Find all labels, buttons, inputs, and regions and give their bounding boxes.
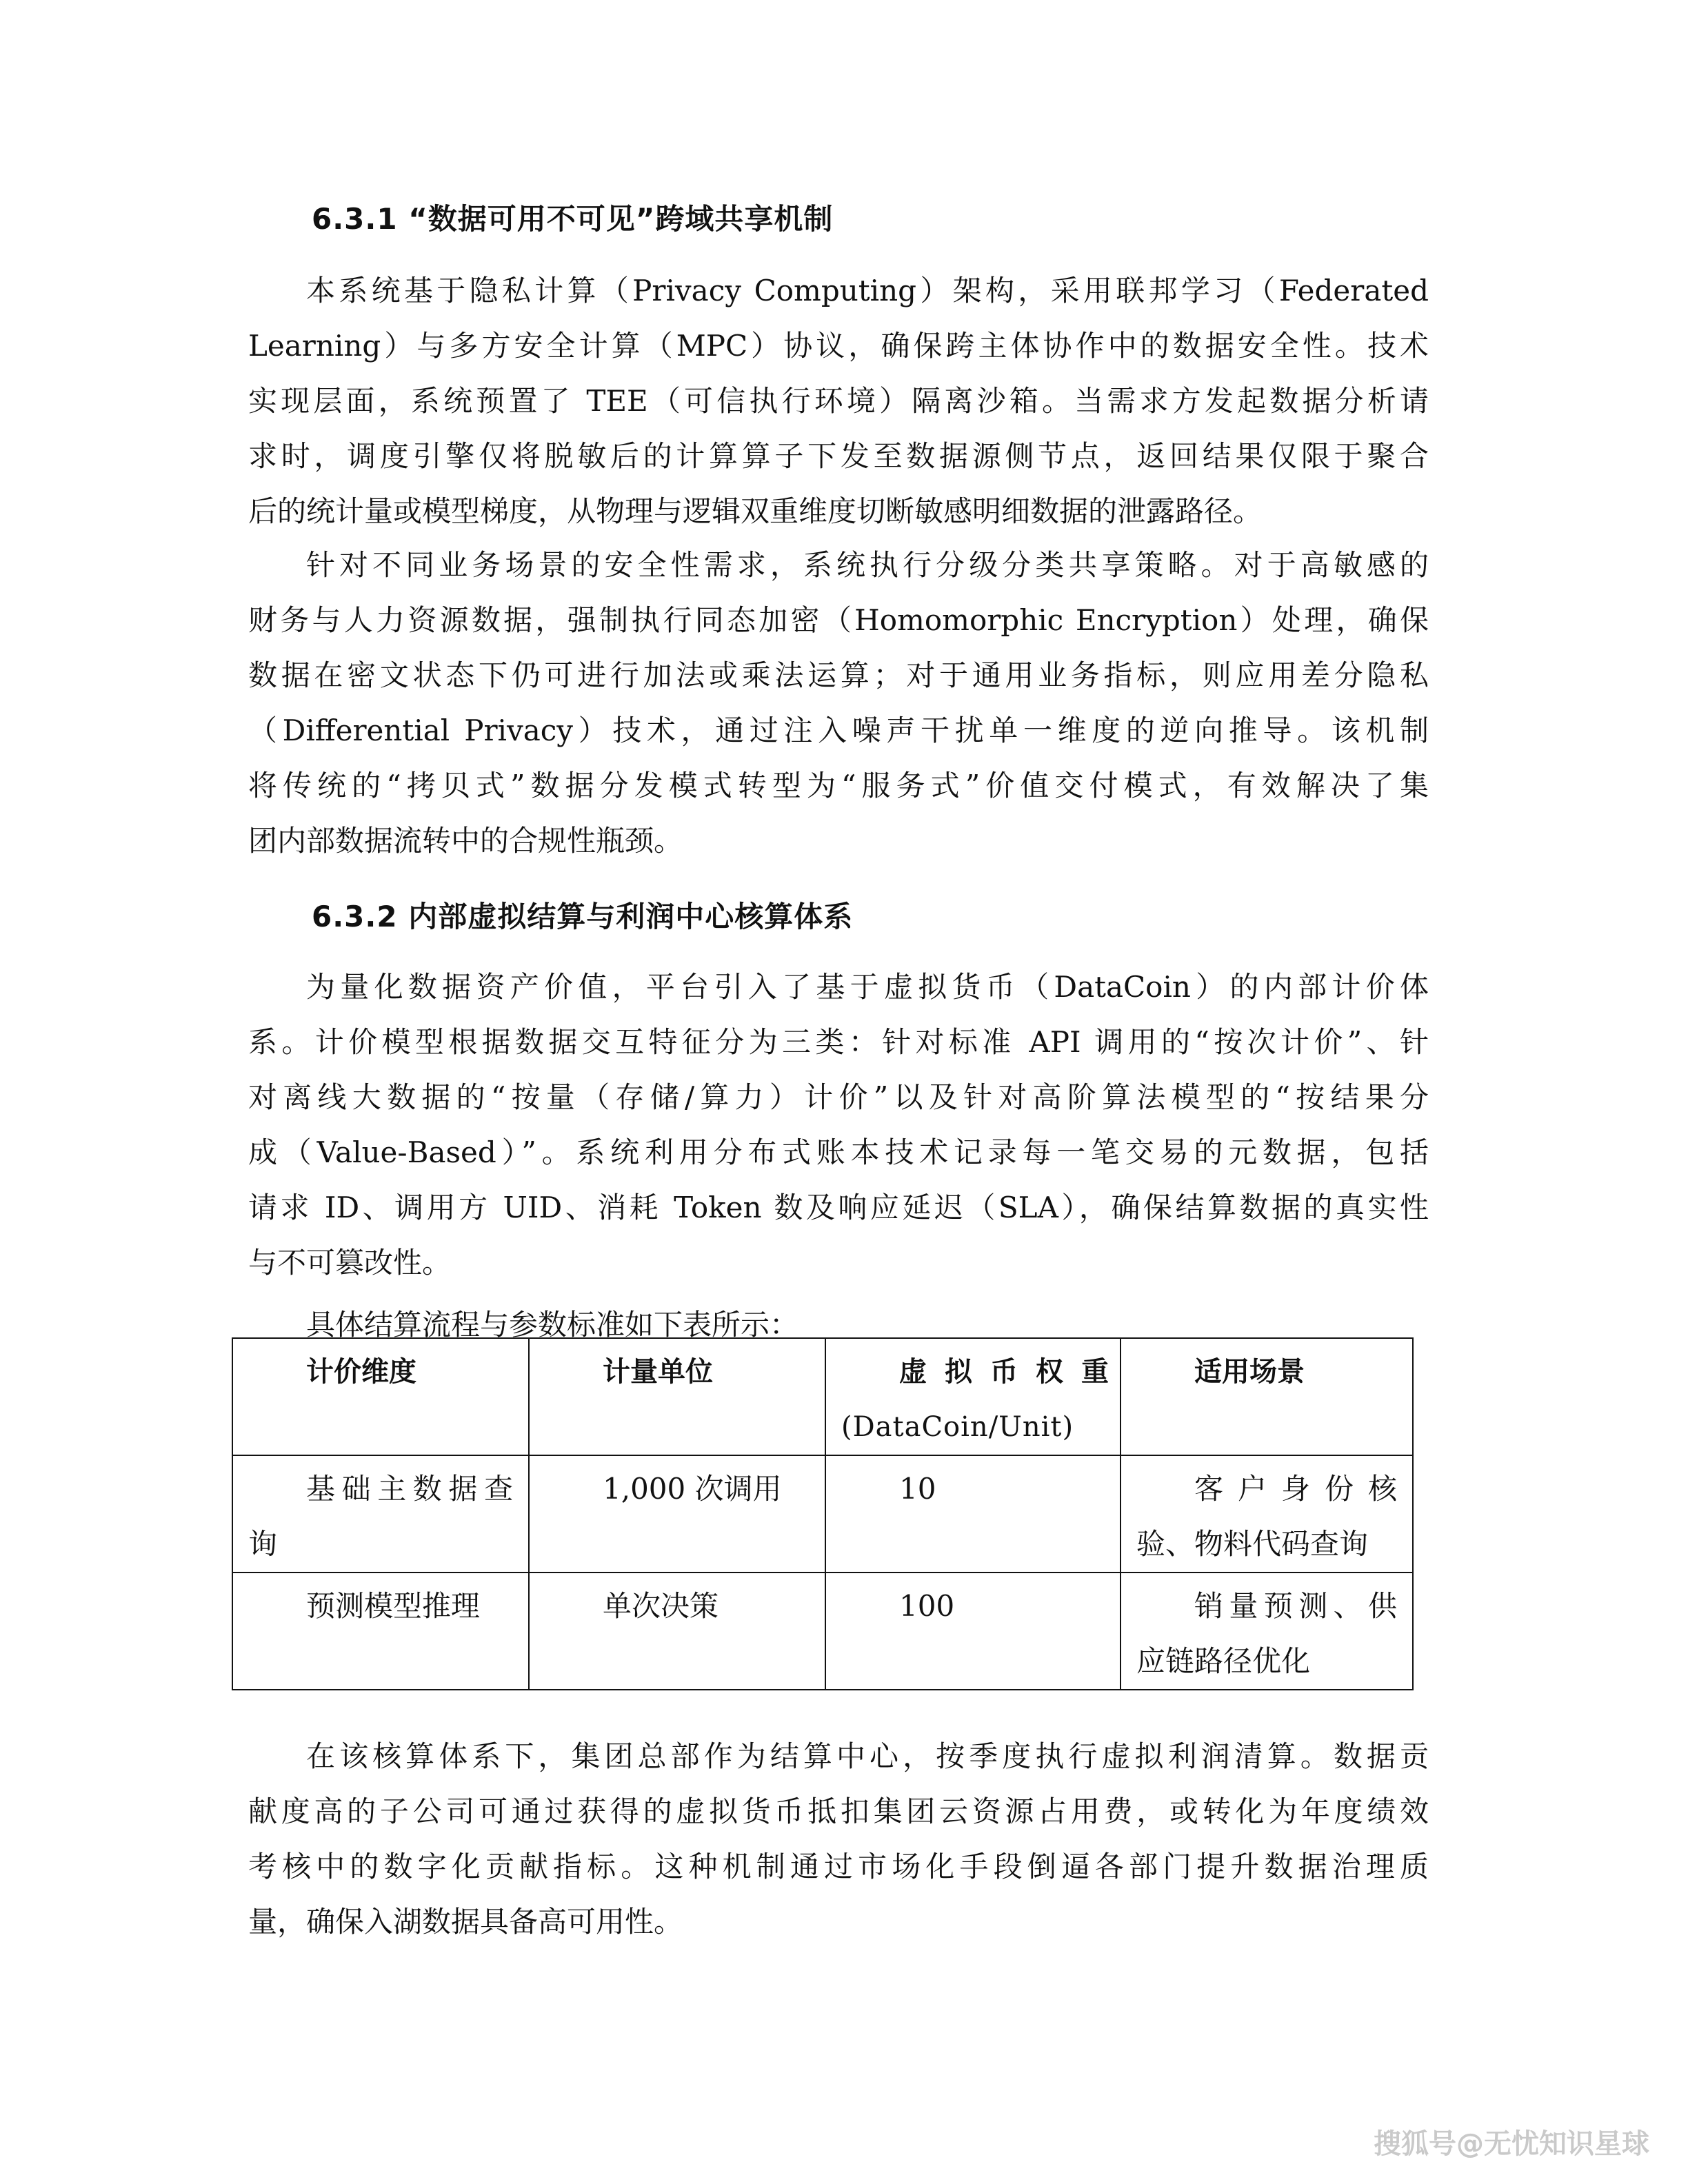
cell-unit: 1,000 次调用 (529, 1455, 825, 1573)
header-weight: 虚 拟 币 权 重 (DataCoin/Unit) (825, 1338, 1121, 1455)
cell-dimension: 基础主数据查 询 (232, 1455, 529, 1573)
text-line: 团内部数据流转中的合规性瓶颈。 (248, 824, 683, 858)
text-line: 为量化数据资产价值，平台引入了基于虚拟货币（DataCoin）的内部计价体 (306, 970, 1429, 1004)
text-line: 考核中的数字化贡献指标。这种机制通过市场化手段倒逼各部门提升数据治理质 (248, 1850, 1429, 1883)
cell-scenario: 客 户 身 份 核 验、物料代码查询 (1121, 1455, 1413, 1573)
settlement-table (232, 1337, 1414, 1690)
header-scenario: 适用场景 (1121, 1338, 1413, 1455)
paragraph-datacoin-pricing (248, 960, 1429, 1291)
text-line: 后的统计量或模型梯度，从物理与逻辑双重维度切断敏感明细数据的泄露路径。 (248, 494, 1263, 528)
text-line: 本系统基于隐私计算（Privacy Computing）架构，采用联邦学习（Federated (306, 274, 1429, 307)
text-line: 针对不同业务场景的安全性需求，系统执行分级分类共享策略。对于高敏感的 (306, 548, 1429, 582)
cell-dimension: 预测模型推理 (232, 1573, 529, 1690)
text-line: 将传统的“拷贝式”数据分发模式转型为“服务式”价值交付模式，有效解决了集 (248, 769, 1429, 802)
text-line: 数据在密文状态下仍可进行加法或乘法运算；对于通用业务指标，则应用差分隐私 (248, 658, 1429, 692)
watermark: 搜狐号@无忧知识星球 (1374, 2128, 1649, 2160)
section-heading-6-3-1: 6.3.1 “数据可用不可见”跨域共享机制 (312, 202, 834, 236)
cell-unit: 单次决策 (529, 1573, 825, 1690)
table-row (232, 1455, 1413, 1573)
text-line: 在该核算体系下，集团总部作为结算中心，按季度执行虚拟利润清算。数据贡 (306, 1739, 1429, 1773)
section-heading-6-3-2: 6.3.2 内部虚拟结算与利润中心核算体系 (312, 900, 854, 933)
paragraph-tiered-sharing (248, 538, 1429, 869)
header-dimension: 计价维度 (232, 1338, 529, 1455)
cell-weight: 10 (825, 1455, 1121, 1573)
text-line: 量，确保入湖数据具备高可用性。 (248, 1905, 683, 1939)
table-row (232, 1573, 1413, 1690)
cell-weight: 100 (825, 1573, 1121, 1690)
text-line: 与不可篡改性。 (248, 1246, 452, 1280)
text-line: 对离线大数据的“按量（存储/算力）计价”以及针对高阶算法模型的“按结果分 (248, 1080, 1429, 1114)
text-line: 财务与人力资源数据，强制执行同态加密（Homomorphic Encryption）处理，确保 (248, 603, 1429, 637)
text-line: 请求 ID、调用方 UID、消耗 Token 数及响应延迟（SLA），确保结算数据的真实性 (248, 1191, 1429, 1224)
header-unit: 计量单位 (529, 1338, 825, 1455)
text-line: 系。计价模型根据数据交互特征分为三类：针对标准 API 调用的“按次计价”、针 (248, 1025, 1429, 1059)
text-line: 献度高的子公司可通过获得的虚拟货币抵扣集团云资源占用费，或转化为年度绩效 (248, 1794, 1429, 1828)
text-line: 求时，调度引擎仅将脱敏后的计算算子下发至数据源侧节点，返回结果仅限于聚合 (248, 439, 1429, 473)
text-line: 实现层面，系统预置了 TEE（可信执行环境）隔离沙箱。当需求方发起数据分析请 (248, 384, 1429, 418)
text-line: 成（Value-Based）”。系统利用分布式账本技术记录每一笔交易的元数据，包括 (248, 1135, 1429, 1169)
text-line: Learning）与多方安全计算（MPC）协议，确保跨主体协作中的数据安全性。技术 (248, 329, 1429, 363)
paragraph-profit-clearing (248, 1729, 1429, 1950)
text-line: （Differential Privacy）技术，通过注入噪声干扰单一维度的逆向推导。该机制 (248, 714, 1429, 747)
table-intro: 具体结算流程与参数标准如下表所示： (306, 1308, 799, 1342)
paragraph-privacy-architecture (248, 263, 1429, 539)
table-header-row (232, 1338, 1413, 1455)
cell-scenario: 销量预测、供 应链路径优化 (1121, 1573, 1413, 1690)
